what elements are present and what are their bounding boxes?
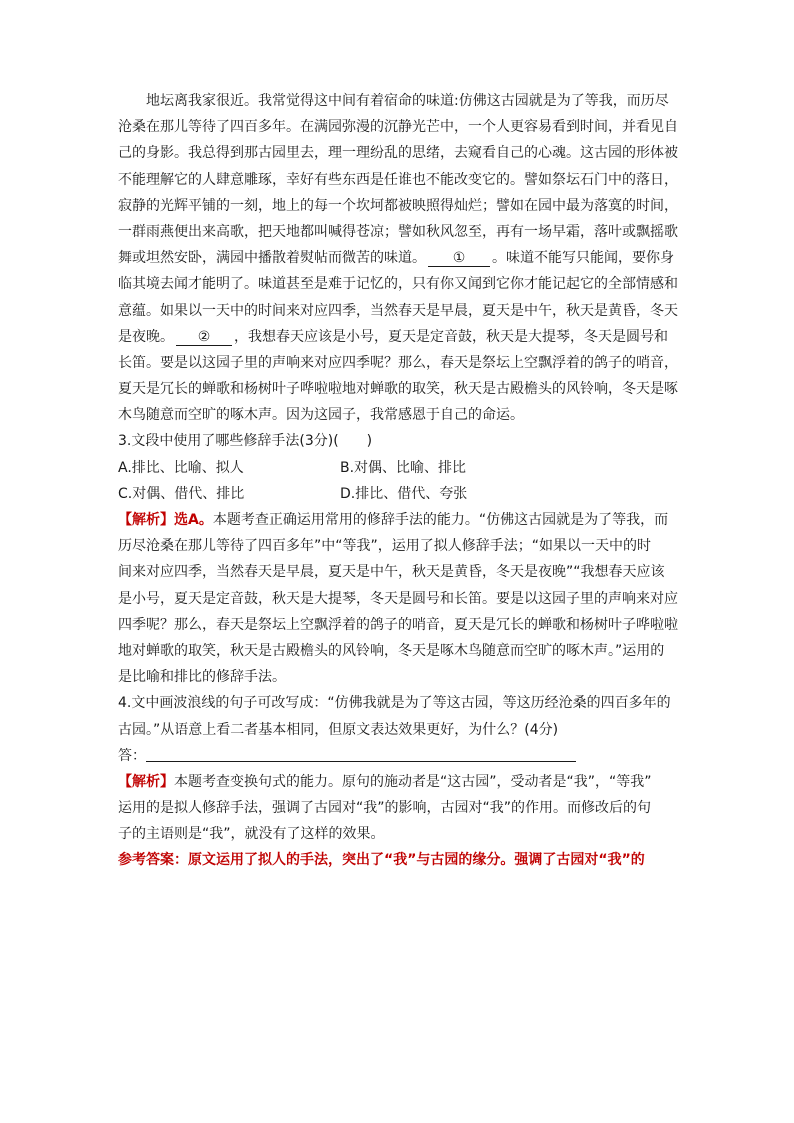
analysis-tag: 【解析】: [118, 512, 174, 528]
analysis-line: 是比喻和排比的修辞手法。: [118, 669, 286, 686]
reference-answer-text: 原文运用了拟人的手法，突出了“我”与古园的缘分。强调了古园对“我”的: [188, 852, 645, 869]
analysis-tag: 【解析】: [118, 773, 174, 790]
document-page: [118, 88, 678, 874]
question-4-stem: 古园。”从语意上看二者基本相同，但原文表达效果更好，为什么？(4分): [118, 721, 559, 738]
reference-answer-line: [118, 847, 678, 873]
passage-line: 意蕴。如果以一天中的时间来对应四季，当然春天是早晨，夏天是中午，秋天是黄昏，冬天: [118, 302, 678, 319]
question-3-options-row: [118, 481, 678, 507]
passage-line: 不能理解它的人肆意雕琢，幸好有些东西是任谁也不能改变它的。譬如祭坛石门中的落日，: [118, 171, 678, 188]
analysis-line: 是小号，夏天是定音鼓，秋天是大提琴，冬天是圆号和长笛。要是以这园子里的声响来对应: [118, 590, 678, 607]
question-4-stem: 4.文中画波浪线的句子可改写成：“仿佛我就是为了等这古园，等这历经沧桑的四百多年的: [118, 695, 671, 712]
analysis-line: 四季呢？那么，春天是祭坛上空飘浮着的鸽子的哨音，夏天是冗长的蝉歌和杨树叶子哗啦啦: [118, 616, 678, 633]
analysis-text: 本题考查正确运用常用的修辞手法的能力。“仿佛这古园就是为了等我，而: [212, 512, 669, 528]
passage-line: [118, 324, 678, 350]
passage-text: 是夜晚。: [118, 328, 174, 345]
answer-input-line[interactable]: [146, 745, 576, 762]
passage-line: 己的身影。我总得到那古园里去，理一理纷乱的思绪，去窥看自己的心魂。这古园的形体被: [118, 145, 678, 162]
passage-line: 沧桑在那儿等待了四百多年。在满园弥漫的沉静光芒中，一个人更容易看到时间，并看见自: [118, 119, 678, 136]
option-a: A.排比、比喻、拟人: [118, 459, 244, 476]
analysis-line: 运用的是拟人修辞手法，强调了古园对“我”的影响，古园对“我”的作用。而修改后的句: [118, 800, 652, 817]
analysis-line: 子的主语则是“我”，就没有了这样的效果。: [118, 826, 385, 843]
reference-answer-label: 参考答案：: [118, 852, 188, 869]
question-3-options-row: [118, 455, 678, 481]
analysis-choice: 选A。: [174, 512, 213, 528]
analysis-line: [118, 769, 678, 795]
passage-text: 舞或坦然安卧，满园中播散着熨帖而微苦的味道。: [118, 250, 426, 267]
passage-line: 寂静的光辉平铺的一刻，地上的每一个坎坷都被映照得灿烂；譬如在园中最为落寞的时间，: [118, 197, 678, 214]
passage-line: 长笛。要是以这园子里的声响来对应四季呢？那么，春天是祭坛上空飘浮着的鸽子的哨音，: [118, 354, 678, 371]
answer-label: 答：: [118, 747, 146, 764]
passage-line: 木鸟随意而空旷的啄木声。因为这园子，我常感恩于自己的命运。: [118, 407, 524, 424]
option-b: B.对偶、比喻、排比: [340, 459, 467, 476]
option-c: C.对偶、借代、排比: [118, 485, 245, 502]
analysis-line: [118, 507, 678, 533]
analysis-line: 历尽沧桑在那儿等待了四百多年”中“等我”，运用了拟人修辞手法；“如果以一天中的时: [118, 538, 652, 555]
passage-line: 临其境去闻才能明了。味道甚至是难于记忆的，只有你又闻到它你才能记起它的全部情感和: [118, 276, 678, 293]
passage-text: ，我想春天应该是小号，夏天是定音鼓，秋天是大提琴，冬天是圆号和: [234, 328, 668, 345]
analysis-line: 地对蝉歌的取笑，秋天是古殿檐头的风铃响，冬天是啄木鸟随意而空旷的啄木声。”运用的: [118, 642, 665, 659]
blank-1: ①: [428, 250, 490, 267]
blank-2: ②: [176, 329, 232, 346]
analysis-line: 间来对应四季，当然春天是早晨，夏天是中午，秋天是黄昏，冬天是夜晚”“我想春天应该: [118, 564, 665, 581]
option-d: D.排比、借代、夸张: [340, 485, 468, 502]
question-3-stem: 3.文段中使用了哪些修辞手法(3分)( ): [118, 433, 373, 450]
passage-line: 一群雨燕便出来高歌，把天地都叫喊得苍凉；譬如秋风忽至，再有一场早霜，落叶或飘摇歌: [118, 223, 678, 240]
passage-line: 夏天是冗长的蝉歌和杨树叶子哗啦啦地对蝉歌的取笑，秋天是古殿檐头的风铃响，冬天是啄: [118, 381, 678, 398]
passage-line: 地坛离我家很近。我常觉得这中间有着宿命的味道:仿佛这古园就是为了等我，而历尽: [146, 93, 669, 109]
answer-row: [118, 743, 678, 769]
passage-line: [118, 245, 678, 271]
analysis-text: 本题考查变换句式的能力。原句的施动者是“这古园”，受动者是“我”，“等我”: [174, 773, 652, 790]
passage-text: 。味道不能写只能闻，要你身: [492, 250, 674, 267]
